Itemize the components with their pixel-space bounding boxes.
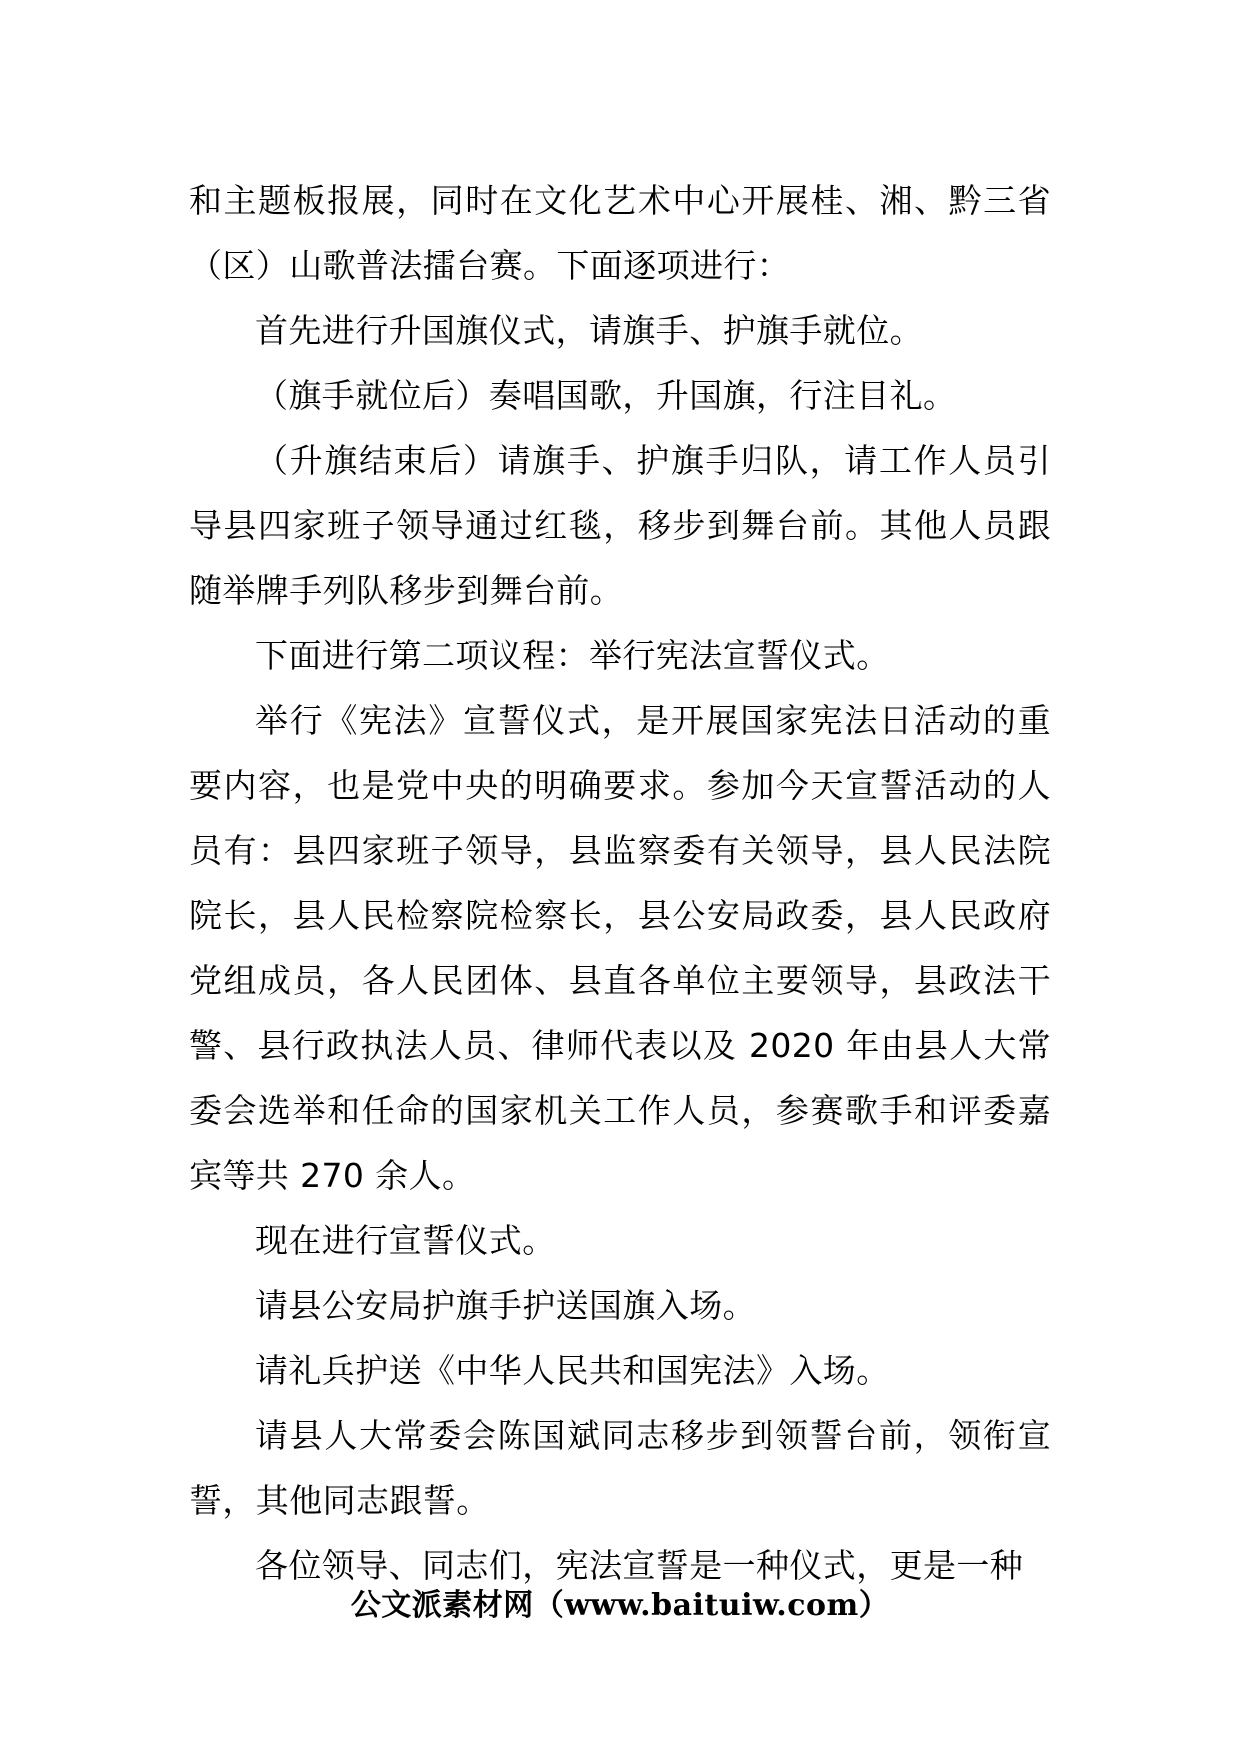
document-body bbox=[189, 168, 1051, 1598]
paragraph-1: 和主题板报展，同时在文化艺术中心开展桂、湘、黔三省（区）山歌普法擂台赛。下面逐项进行： bbox=[189, 181, 1051, 285]
paragraph-4: （升旗结束后）请旗手、护旗手归队，请工作人员引导县四家班子领导通过红毯，移步到舞台前。其他人员跟随举牌手列队移步到舞台前。 bbox=[189, 441, 1051, 610]
paragraph-11: 各位领导、同志们，宪法宣誓是一种仪式，更是一种 bbox=[255, 1546, 1024, 1585]
paragraph-2: 首先进行升国旗仪式，请旗手、护旗手就位。 bbox=[255, 311, 923, 350]
paragraph-8: 请县公安局护旗手护送国旗入场。 bbox=[255, 1286, 756, 1325]
paragraph-7: 现在进行宣誓仪式。 bbox=[255, 1221, 556, 1260]
paragraph-6: 举行《宪法》宣誓仪式，是开展国家宪法日活动的重要内容，也是党中央的明确要求。参加今天宣誓活动的人员有：县四家班子领导，县监察委有关领导，县人民法院院长，县人民检察院检察长，县公安局政委，县人民政府党组成员，各人民团体、县直各单位主要领导，县政法干警、县行政执法人员、律师代表以及 2020 年由县人大常委会选举和任命的国家机关工作人员，参赛歌手和评委嘉宾等共 270 余人。 bbox=[189, 701, 1051, 1195]
paragraph-5: 下面进行第二项议程：举行宪法宣誓仪式。 bbox=[255, 636, 890, 675]
paragraph-3: （旗手就位后）奏唱国歌，升国旗，行注目礼。 bbox=[255, 376, 957, 415]
paragraph-9: 请礼兵护送《中华人民共和国宪法》入场。 bbox=[255, 1351, 890, 1390]
paragraph-10: 请县人大常委会陈国斌同志移步到领誓台前，领衔宣誓，其他同志跟誓。 bbox=[189, 1416, 1051, 1520]
footer-watermark: 公文派素材网（www.baituiw.com） bbox=[350, 1588, 890, 1623]
